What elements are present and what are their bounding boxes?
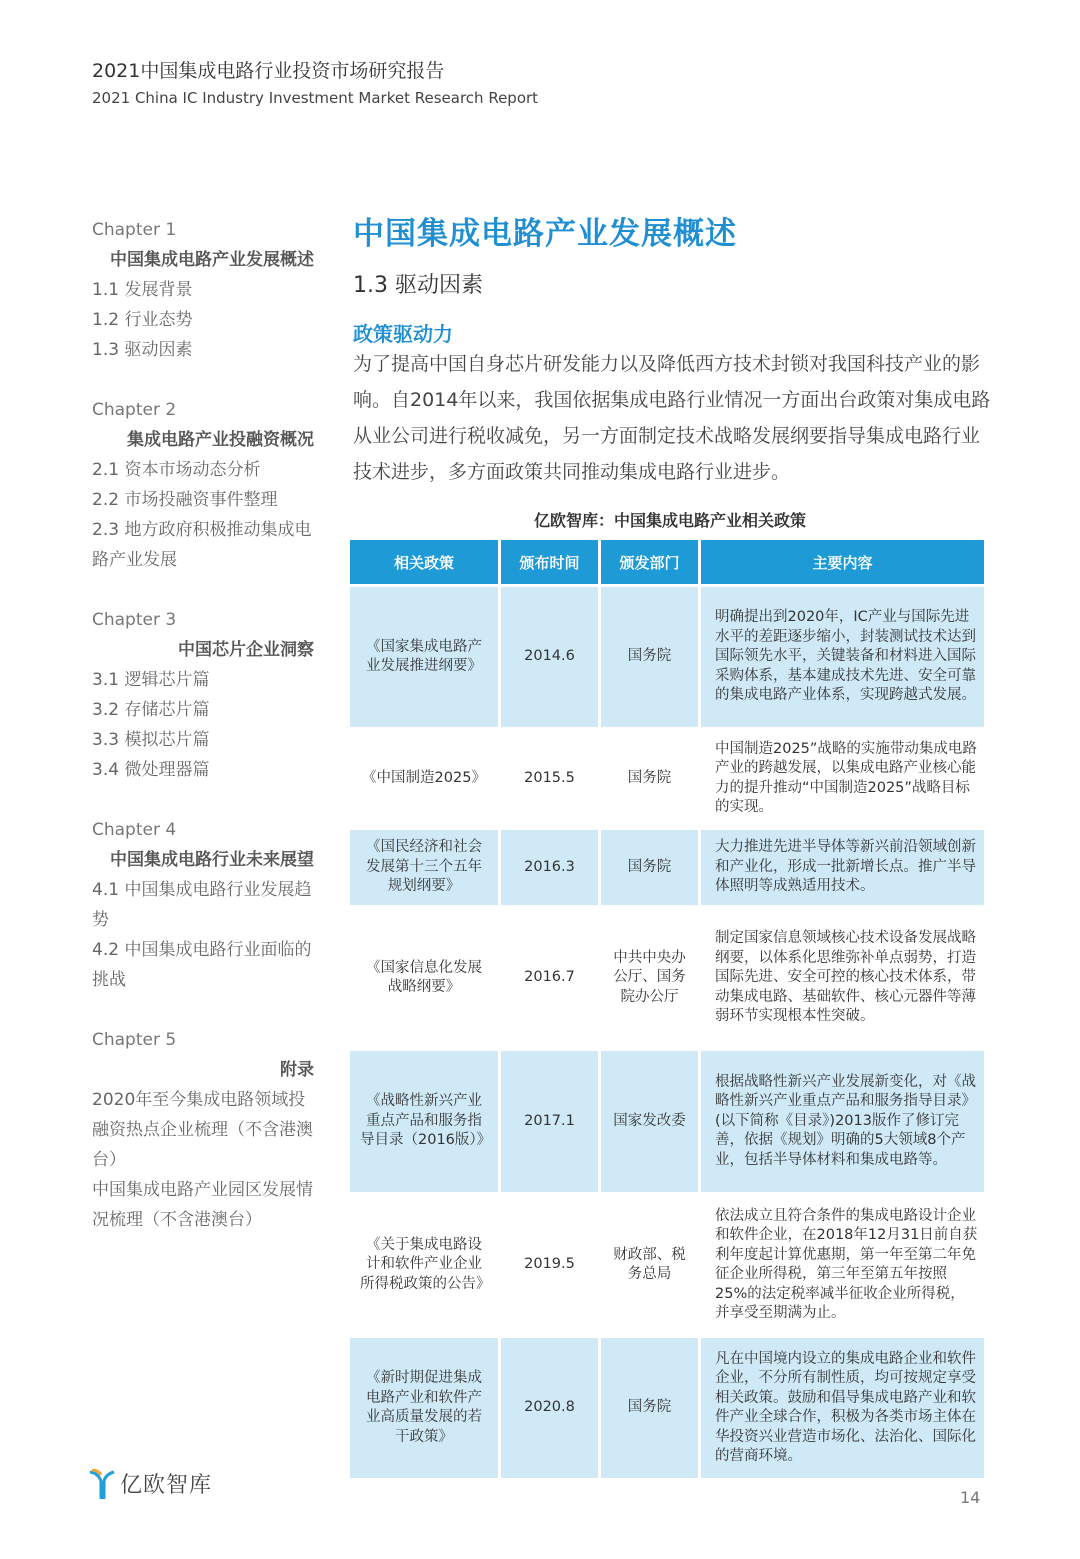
logo-text: 亿欧智库: [120, 1473, 213, 1498]
issue-date-cell: 2014.6: [501, 587, 598, 727]
issuing-department-cell: 国务院: [627, 769, 672, 786]
chapter-group: [92, 395, 314, 575]
subsection-heading: 政策驱动力: [353, 322, 453, 346]
section-heading: 1.3 驱动因素: [353, 273, 483, 298]
policy-name-cell: 《国家信息化发展战略纲要》: [366, 959, 482, 995]
issuing-department-cell: 中共中央办公厅、国务院办公厅: [613, 949, 686, 1005]
policy-name-cell: 《国民经济和社会发展第十三个五年规划纲要》: [350, 830, 498, 905]
issuing-department-cell: 财政部、税务总局: [613, 1246, 686, 1282]
issuing-department-cell: 国务院: [601, 830, 698, 905]
brand-logo: [88, 1468, 212, 1499]
issue-date-cell: 2017.1: [501, 1051, 598, 1192]
chapter-nav-item[interactable]: 4.2 中国集成电路行业面临的挑战: [92, 940, 312, 990]
main-content-cell: 凡在中国境内设立的集成电路企业和软件企业，不分所有制性质，均可按规定享受相关政策。鼓励和倡导集成电路产业和软件产业全球合作，积极为各类市场主体在华投资兴业营造市场化、法治化、国际化的营商环境。: [701, 1338, 984, 1478]
main-content-cell: 依法成立且符合条件的集成电路设计企业和软件企业，在2018年12月31日前自获利年度起计算优惠期，第一年至第二年免征企业所得税，第三年至第五年按照25%的法定税率减半征收企业所得税，并享受至期满为止。: [715, 1207, 978, 1321]
chapter-nav-item[interactable]: 1.2 行业态势: [92, 310, 193, 330]
chapter-group: [92, 815, 314, 995]
chapter-nav-item[interactable]: 3.3 模拟芯片篇: [92, 730, 210, 750]
main-content-cell: 制定国家信息领域核心技术设备发展战略纲要，以体系化思维弥补单点弱势，打造国际先进、安全可控的核心技术体系，带动集成电路、基础软件、核心元器件等薄弱环节实现根本性突破。: [715, 930, 976, 1025]
chapter-label[interactable]: Chapter 5: [92, 1030, 177, 1050]
chapter-label[interactable]: Chapter 2: [92, 400, 177, 420]
issuing-department-cell: 国务院: [601, 1338, 698, 1478]
chapter-title[interactable]: 中国集成电路产业发展概述: [110, 250, 314, 270]
chapter-title[interactable]: 附录: [280, 1060, 314, 1080]
chapter-label[interactable]: Chapter 4: [92, 820, 177, 840]
table-row: [350, 1051, 984, 1192]
table-row: [350, 730, 984, 827]
chapter-label[interactable]: Chapter 3: [92, 610, 177, 630]
policy-name-cell: 《中国制造2025》: [362, 769, 486, 786]
policy-table: [347, 537, 987, 1481]
logo-icon: [88, 1469, 116, 1499]
issue-date-cell: 2019.5: [524, 1256, 575, 1273]
table-header-row: [350, 540, 984, 584]
policy-name-cell: 《关于集成电路设计和软件产业企业所得税政策的公告》: [360, 1236, 491, 1292]
chapter-nav-item[interactable]: 2.2 市场投融资事件整理: [92, 490, 278, 510]
column-header: 颁布时间: [501, 540, 598, 584]
table-row: [350, 830, 984, 905]
chapter-nav-item[interactable]: 3.2 存储芯片篇: [92, 700, 210, 720]
column-header: 主要内容: [701, 540, 984, 584]
table-row: [350, 587, 984, 727]
policy-name-cell: 《国家集成电路产业发展推进纲要》: [350, 587, 498, 727]
issue-date-cell: 2015.5: [524, 769, 575, 786]
issue-date-cell: 2016.3: [501, 830, 598, 905]
chapter-group: [92, 605, 314, 785]
table-row: [350, 1338, 984, 1478]
chapter-title[interactable]: 中国芯片企业洞察: [178, 640, 314, 660]
chapter-nav-item[interactable]: 2.3 地方政府积极推动集成电路产业发展: [92, 520, 312, 570]
table-row: [350, 1195, 984, 1335]
chapter-group: [92, 1025, 314, 1235]
page-number: 14: [960, 1488, 981, 1507]
issue-date-cell: 2016.7: [524, 969, 575, 986]
main-content-cell: 根据战略性新兴产业发展新变化，对《战略性新兴产业重点产品和服务指导目录》(以下简称《目录》)2013版作了修订完善，依据《规划》明确的5大领域8个产业，包括半导体材料和集成电路等。: [701, 1051, 984, 1192]
issue-date-cell: 2020.8: [501, 1338, 598, 1478]
chapter-nav-item[interactable]: 1.1 发展背景: [92, 280, 193, 300]
policy-name-cell: 《新时期促进集成电路产业和软件产业高质量发展的若干政策》: [350, 1338, 498, 1478]
column-header: 相关政策: [350, 540, 498, 584]
chapter-nav-item[interactable]: 3.4 微处理器篇: [92, 760, 210, 780]
table-row: [350, 908, 984, 1048]
page-title: 中国集成电路产业发展概述: [353, 216, 737, 252]
report-title-en: 2021 China IC Industry Investment Market Research Report: [92, 89, 539, 107]
chapter-title[interactable]: 集成电路产业投融资概况: [127, 430, 314, 450]
main-content-cell: 明确提出到2020年，IC产业与国际先进水平的差距逐步缩小，封装测试技术达到国际领先水平，关键装备和材料进入国际采购体系，基本建成技术先进、安全可靠的集成电路产业体系，实现跨越式发展。: [701, 587, 984, 727]
chapter-label[interactable]: Chapter 1: [92, 220, 177, 240]
report-title-cn: 2021中国集成电路行业投资市场研究报告: [92, 60, 445, 82]
chapter-title[interactable]: 中国集成电路行业未来展望: [110, 850, 314, 870]
policy-name-cell: 《战略性新兴产业重点产品和服务指导目录（2016版）》: [350, 1051, 498, 1192]
chapter-nav-item[interactable]: 2020年至今集成电路领域投融资热点企业梳理（不含港澳台）: [92, 1090, 313, 1170]
issuing-department-cell: 国务院: [601, 587, 698, 727]
chapter-nav-item[interactable]: 4.1 中国集成电路行业发展趋势: [92, 880, 312, 930]
main-content-cell: 大力推进先进半导体等新兴前沿领域创新和产业化，形成一批新增长点。推广半导体照明等成熟适用技术。: [701, 830, 984, 905]
table-caption: 亿欧智库：中国集成电路产业相关政策: [533, 511, 806, 530]
chapter-nav-item[interactable]: 2.1 资本市场动态分析: [92, 460, 261, 480]
chapter-group: [92, 215, 314, 365]
chapter-nav-item[interactable]: 3.1 逻辑芯片篇: [92, 670, 210, 690]
body-paragraph: 为了提高中国自身芯片研发能力以及降低西方技术封锁对我国科技产业的影响。自2014年以来，我国依据集成电路行业情况一方面出台政策对集成电路从业公司进行税收减免，另一方面制定技术战略发展纲要指导集成电路行业技术进步，多方面政策共同推动集成电路行业进步。: [353, 353, 991, 483]
main-content-cell: 中国制造2025”战略的实施带动集成电路产业的跨越发展，以集成电路产业核心能力的提升推动“中国制造2025”战略目标的实现。: [715, 740, 977, 815]
column-header: 颁发部门: [601, 540, 698, 584]
chapter-nav-item[interactable]: 1.3 驱动因素: [92, 340, 193, 360]
issuing-department-cell: 国家发改委: [601, 1051, 698, 1192]
chapter-nav-item[interactable]: 中国集成电路产业园区发展情况梳理（不含港澳台）: [92, 1180, 313, 1230]
chapter-nav: [92, 215, 314, 1265]
